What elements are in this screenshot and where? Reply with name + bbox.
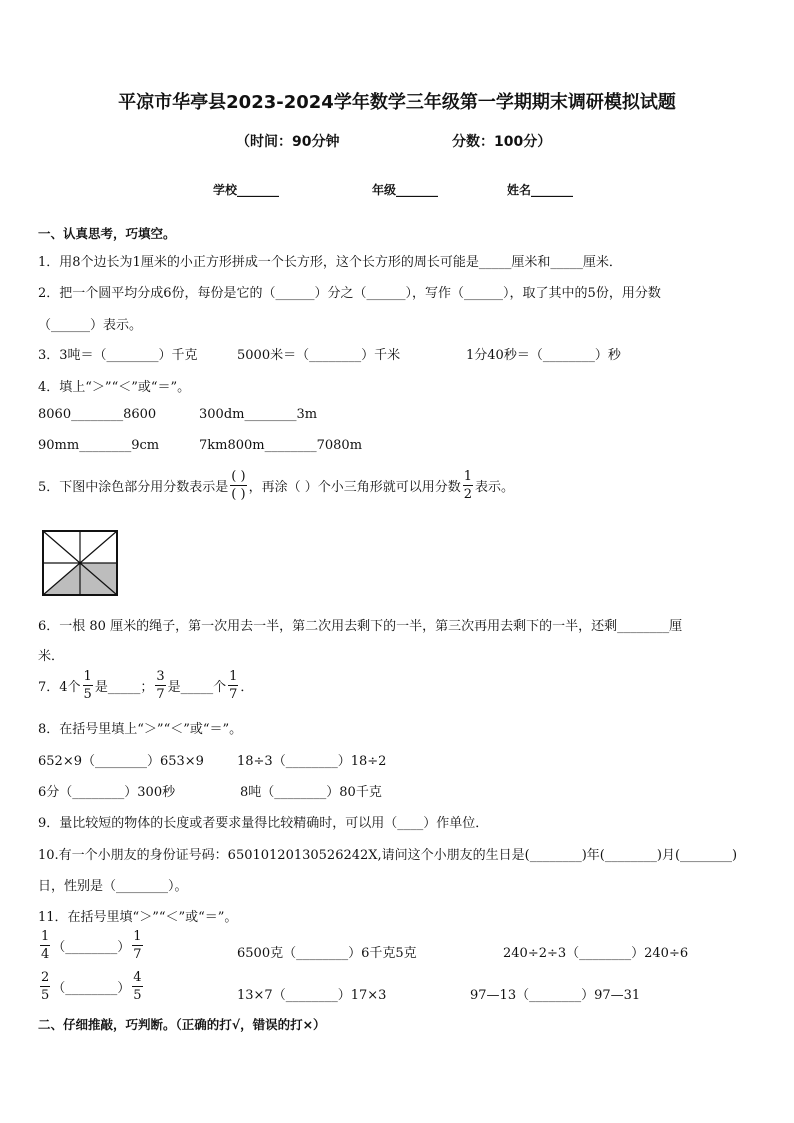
question-7	[38, 670, 253, 701]
fraction-one-quarter	[40, 930, 50, 961]
fraction-numerator: 3	[156, 669, 165, 684]
question-5-prefix: 5．下图中涂色部分用分数表示是	[38, 480, 229, 495]
question-8d: 8吨（________）80千克	[240, 785, 382, 800]
question-7-prefix: 7．4个	[38, 680, 81, 695]
fraction-denominator: 2	[463, 487, 472, 502]
exam-score: 分数：100分）	[452, 134, 552, 150]
fraction-one-seventh	[132, 930, 142, 961]
fraction-numerator: 2	[41, 970, 50, 985]
question-7-suffix: ．	[240, 680, 254, 695]
question-11-row-2-mid: 13×7（________）17×3	[237, 988, 387, 1003]
question-8b: 18÷3（________）18÷2	[237, 754, 387, 769]
blank-denominator: ( )	[231, 487, 246, 502]
question-6-line-1: 6．一根 80 厘米的绳子，第一次用去一半，第二次用去剩下的一半，第三次再用去剩下的一半，还剩________厘	[38, 619, 683, 634]
fraction-denominator: 7	[133, 947, 142, 962]
question-11-row-2-left	[38, 971, 145, 1002]
question-4d: 7km800m________7080m	[199, 438, 363, 453]
question-4c: 90mm________9cm	[38, 438, 160, 453]
fraction-denominator: 5	[41, 988, 50, 1003]
fraction-numerator: 1	[83, 669, 92, 684]
compare-blank: （________）	[52, 981, 131, 996]
question-1: 1．用8个边长为1厘米的小正方形拼成一个长方形，这个长方形的周长可能是_____厘米和_____厘米．	[38, 255, 622, 270]
question-8c: 6分（________）300秒	[38, 785, 176, 800]
question-3b: 5000米＝（________）千米	[237, 348, 401, 363]
question-5	[38, 470, 514, 501]
question-11-row-2-right: 97—13（________）97—31	[470, 988, 641, 1003]
question-3a: 3．3吨＝（________）千克	[38, 348, 198, 363]
page-title: 平凉市华亭县2023-2024学年数学三年级第一学期期末调研模拟试题	[118, 92, 676, 113]
fraction-one-seventh	[228, 670, 238, 701]
question-11-row-1-mid: 6500克（________）6千克5克	[237, 946, 417, 961]
fraction-numerator: 1	[133, 929, 142, 944]
question-7-mid-2: 是_____个	[167, 680, 227, 695]
question-4a: 8060________8600	[38, 407, 157, 422]
school-field: 学校_______	[213, 183, 280, 197]
section-1-heading: 一、认真思考，巧填空。	[38, 226, 176, 241]
question-10-line-2: 日，性别是（________）。	[38, 879, 188, 894]
name-field: 姓名_______	[507, 183, 574, 197]
fraction-denominator: 5	[83, 687, 92, 702]
question-8a: 652×9（________）653×9	[38, 754, 204, 769]
question-11-title: 11．在括号里填“＞”“＜”或“＝”。	[38, 910, 238, 925]
fraction-denominator: 7	[229, 687, 238, 702]
fraction-numerator: 1	[41, 929, 50, 944]
square-triangles-figure	[42, 530, 118, 596]
fraction-denominator: 5	[133, 988, 142, 1003]
question-8-title: 8．在括号里填上“＞”“＜”或“＝”。	[38, 722, 243, 737]
exam-time: （时间：90分钟	[236, 134, 340, 150]
question-3c: 1分40秒＝（________）秒	[466, 348, 621, 363]
question-2-line-1: 2．把一个圆平均分成6份，每份是它的（______）分之（______），写作（______），取了其中的5份，用分数	[38, 286, 661, 301]
question-9: 9．量比较短的物体的长度或者要求量得比较精确时，可以用（____）作单位．	[38, 816, 489, 831]
question-5-blank-fraction	[230, 470, 246, 501]
fraction-four-fifths	[132, 971, 142, 1002]
question-11-row-1-right: 240÷2÷3（________）240÷6	[503, 946, 689, 961]
fraction-three-sevenths	[155, 670, 165, 701]
question-5-middle: ，再涂（ ）个小三角形就可以用分数	[248, 480, 461, 495]
fraction-denominator: 7	[156, 687, 165, 702]
fraction-one-half	[463, 470, 473, 501]
fraction-denominator: 4	[41, 947, 50, 962]
fraction-numerator: 4	[133, 970, 142, 985]
compare-blank: （________）	[52, 940, 131, 955]
fraction-two-fifths	[40, 971, 50, 1002]
fraction-numerator: 1	[229, 669, 238, 684]
question-4b: 300dm________3m	[199, 407, 318, 422]
question-7-mid-1: 是_____；	[94, 680, 154, 695]
question-11-row-1-left	[38, 930, 145, 961]
fraction-one-fifth	[83, 670, 93, 701]
grade-field: 年级_______	[372, 183, 439, 197]
question-4-title: 4．填上“＞”“＜”或“＝”。	[38, 380, 191, 395]
question-6-line-2: 米．	[38, 649, 65, 664]
fraction-numerator: 1	[463, 469, 472, 484]
question-2-line-2: （______）表示。	[38, 318, 143, 333]
blank-numerator: ( )	[231, 469, 246, 484]
question-5-suffix: 表示。	[474, 480, 514, 495]
question-10-line-1: 10.有一个小朋友的身份证号码：65010120130526242X,请问这个小朋友的生日是(________)年(________)月(________)	[38, 848, 738, 863]
section-2-heading: 二、仔细推敲，巧判断。（正确的打√，错误的打×）	[38, 1017, 326, 1032]
